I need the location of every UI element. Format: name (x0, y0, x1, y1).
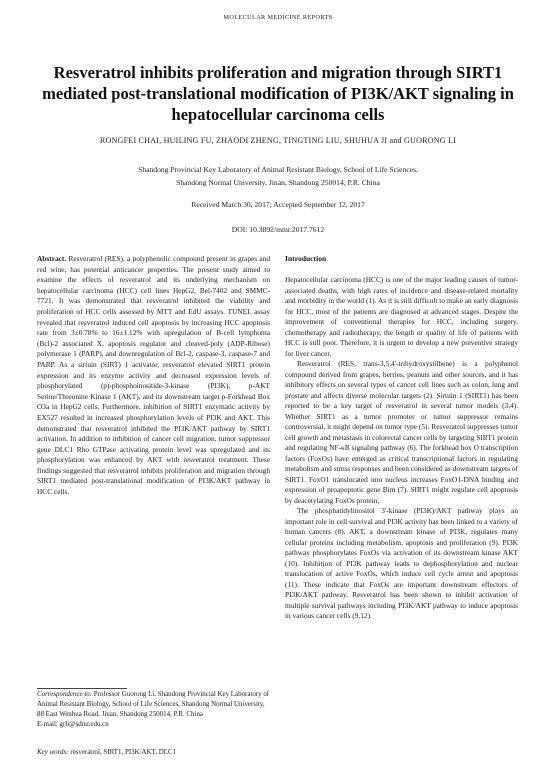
keywords-text: resveratrol, SIRT1, PI3K/AKT, DLC1 (68, 748, 177, 756)
doi: DOI: 10.3892/mmr.2017.7612 (231, 225, 325, 234)
left-column (37, 254, 270, 498)
abstract (37, 254, 270, 498)
abstract-label: Abstract. (37, 254, 67, 263)
affiliation-line-2: Shandong Normal University, Jinan, Shandong 250014, P.R. China (176, 177, 380, 187)
correspondence-label: Correspondence to: (37, 690, 93, 698)
affiliation (40, 164, 516, 189)
introduction-heading: Introduction (285, 254, 327, 263)
keywords (37, 748, 270, 756)
right-column (285, 254, 518, 622)
article-title: Resveratrol inhibits proliferation and migration through SIRT1 mediated post-translational modification of PI3K/AKT signaling in hepatocellular carcinoma cells (42, 63, 514, 124)
correspondence-email: E-mail: grli@sdnu.edu.cn (37, 720, 109, 729)
abstract-text: Resveratrol (RES), a polyphenolic compound present in grapes and red wine, has potential anticancer properties. The present study aimed to examine the effects of resveratrol and its underlying mechanism on hepatocellular carcinoma (HCC) cell lines HepG2, Bel-7402 and SMMC-7721. It was demonstrated that resveratrol inhibited the viability and proliferation of HCC cells assessed by MTT and EdU assays. TUNEL assay revealed that resveratrol induced cell apoptosis by increasing HCC apoptosis rate from 3±0.78% to 16±1.12% with upregulation of B-cell lymphoma (Bcl)-2 associated X, apoptosis regulator and cleaved-poly (ADP-Ribose) polymerase 1 (PARP), and downregulation of Bcl-2, caspase-3, caspase-7 and PARP. As a sirtuin (SIRT) 1 activator, resveratrol elevated SIRT1 protein expression and its enzyme activity and decreased expression levels of phosphorylated (p)-phosphoinositide-3-kinase (PI3K), p-AKT Serine/Threonine Kinase 1 (AKT), and its downstream target p-Forkhead Box O3a in HepG2 cells. Furthermore, inhibition of SIRT1 enzymatic activity by EX527 resulted in increased phosphorylation levels of PI3K and AKT. This demonstrated that resveratrol inhibited the PI3K/AKT pathway by SIRT1 activation. In addition to inhibition of cancer cell migration, tumor suppressor gene DLC1 Rho GTPase activating protein level was upregulated and its phosphorylation was enhanced by AKT with resveratrol treatment. These findings suggested that resveratrol inhibits proliferation and migration through SIRT1 mediated post-translational modification of PI3K/AKT pathway in HCC cells. (37, 254, 270, 497)
intro-paragraph-1: Hepatocellular carcinoma (HCC) is one of the major leading causes of tumor-associated deaths, with high rates of incidence and disease-related mortality and morbidity in the world (1). As it is still difficult to make an early diagnosis for HCC, most of the patients are diagnosed at advanced stages. Despite the improvement of conventional therapies for HCC, including surgery, chemotherapy and radiotherapy, the length or quality of life of patients with HCC is still poor. Therefore, it is urgent to develop a new preventive strategy for liver cancer. (285, 275, 518, 358)
intro-paragraph-3: The phosphatidylinositol 3'-kinase (PI3K)/AKT pathway plays an important role in cell survival and PI3K activity has been linked to a variety of human cancers (8). AKT, a downstream kinase of PI3K, regulates many cellular proteins including metabolism, apoptosis and proliferation (9). PI3K pathway phosphorylates FoxOs via activation of its downstream kinase AKT (10). Inhibition of PI3K pathway leads to dephosphorylation and nuclear translocation of active FoxOs, which induce cell cycle arrest and apoptosis (11). These indicate that FoxOs are important downstream effectors of PI3K/AKT pathway. Resveratrol has been shown to inhibit activation of multiple survival pathways including PI3K/AKT pathway to induce apoptosis in various cancer cells (9,12). (285, 506, 518, 620)
keywords-label: Key words: (37, 748, 69, 756)
correspondence-text: Professor Guorong Li, Shandong Provincial Key Laboratory of Animal Resistant Biology, School of Life Sciences, Shandong Normal University, 88 East Wenhua Road, Jinan, Shandong 250014, P.R. China (37, 690, 270, 719)
journal-header: MOLECULAR MEDICINE REPORTS (223, 14, 333, 21)
affiliation-line-1: Shandong Provincial Key Laboratory of Animal Resistant Biology, School of Life Sciences, (138, 165, 418, 174)
author-list: RONGFEI CHAI, HUILING FU, ZHAODI ZHENG, TINGTING LIU, SHUHUA JI and GUORONG LI (99, 136, 457, 145)
received-dates: Received March 30, 2017; Accepted September 12, 2017 (191, 200, 365, 209)
correspondence (37, 689, 270, 729)
intro-paragraph-2: Resveratrol (RES, trans-3,5,4'-trihydroxystilbene) is a polyphenol compound derived from grapes, berries, peanuts and other sources, and it has inhibitory effects on several types of cancer cell lines such as colon, lung and prostate and affects diverse molecular targets (2). Sirtuin 1 (SIRT1) has been reported to be a key target of resveratrol in several tumor models (3,4). Whether SIRT1 as a tumor promoter or tumor suppressor remains controversial, it might depend on tumor type (5). Resveratrol suppresses tumor cell growth and metastasis in colorectal cancer cells by targeting SIRT1 protein and regulating NF-κB signaling pathway (6). The forkhead box O transcription factors (FoxOs) have emerged as critical transcriptional factors in regulating metabolism and stress responses and been considered as downstream targets of SIRT1. FoxO1 translocated into nucleus increases FoxO1-DNA binding and expression of proapoptotic gene Bim (7). SIRT1 might regulate cell apoptosis by deacetylating FoxOs protein. (285, 359, 518, 505)
